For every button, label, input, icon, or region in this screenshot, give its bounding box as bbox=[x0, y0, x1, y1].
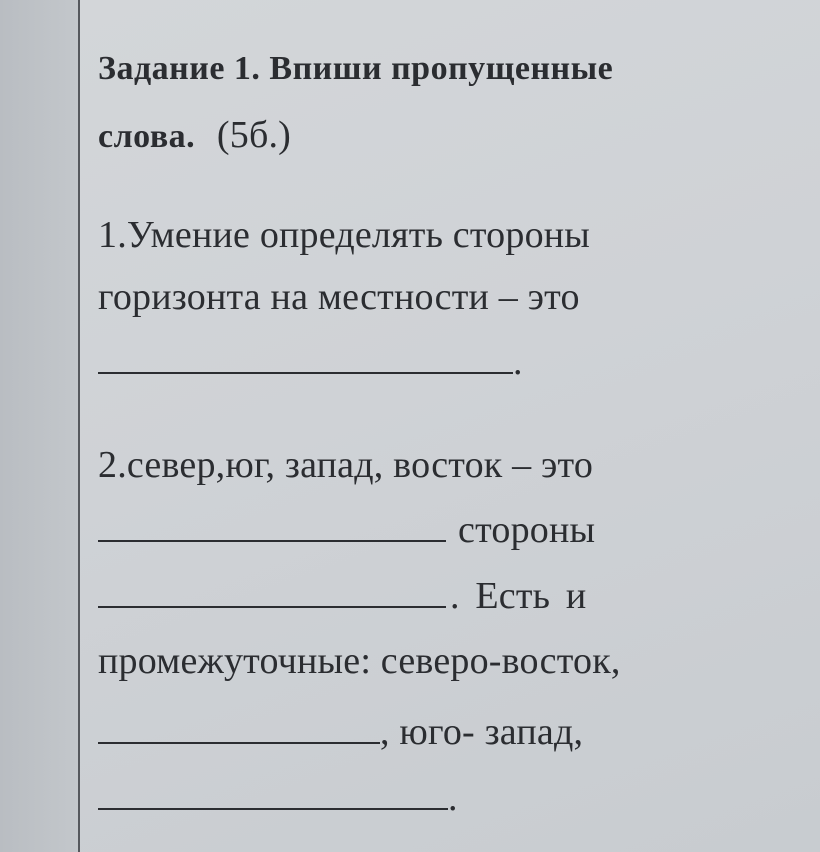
q2-after-blank1: стороны bbox=[458, 509, 596, 551]
q2-blank1[interactable] bbox=[98, 510, 446, 542]
q2-line3 bbox=[98, 576, 586, 615]
q1-end: . bbox=[513, 341, 523, 383]
task-title-cont: слова. bbox=[98, 118, 196, 155]
q1-answer-line bbox=[98, 342, 523, 381]
q2-blank3[interactable] bbox=[98, 712, 380, 744]
q2-line2 bbox=[98, 510, 595, 549]
q2-blank2[interactable] bbox=[98, 576, 446, 608]
q2-after-blank3: , юго- запад, bbox=[380, 711, 584, 753]
task-title: Задание 1. Впиши пропущенные bbox=[98, 50, 614, 87]
q2-blank4[interactable] bbox=[98, 778, 448, 810]
q1-blank[interactable] bbox=[98, 342, 513, 374]
q2-line4: промежуточные: северо-восток, bbox=[98, 640, 621, 682]
q2-end: . bbox=[448, 777, 458, 819]
task-points: (5б.) bbox=[216, 114, 292, 156]
q1-line1: 1.Умение определять стороны bbox=[98, 214, 591, 256]
q2-line5 bbox=[98, 712, 583, 751]
q2-line6 bbox=[98, 778, 458, 817]
task-title-cont-line bbox=[98, 116, 291, 154]
q2-after-blank2: . Есть и bbox=[450, 575, 587, 617]
page-left-margin bbox=[0, 0, 78, 852]
q1-line2: горизонта на местности – это bbox=[98, 276, 580, 318]
q2-line1: 2.север,юг, запад, восток – это bbox=[98, 444, 594, 486]
